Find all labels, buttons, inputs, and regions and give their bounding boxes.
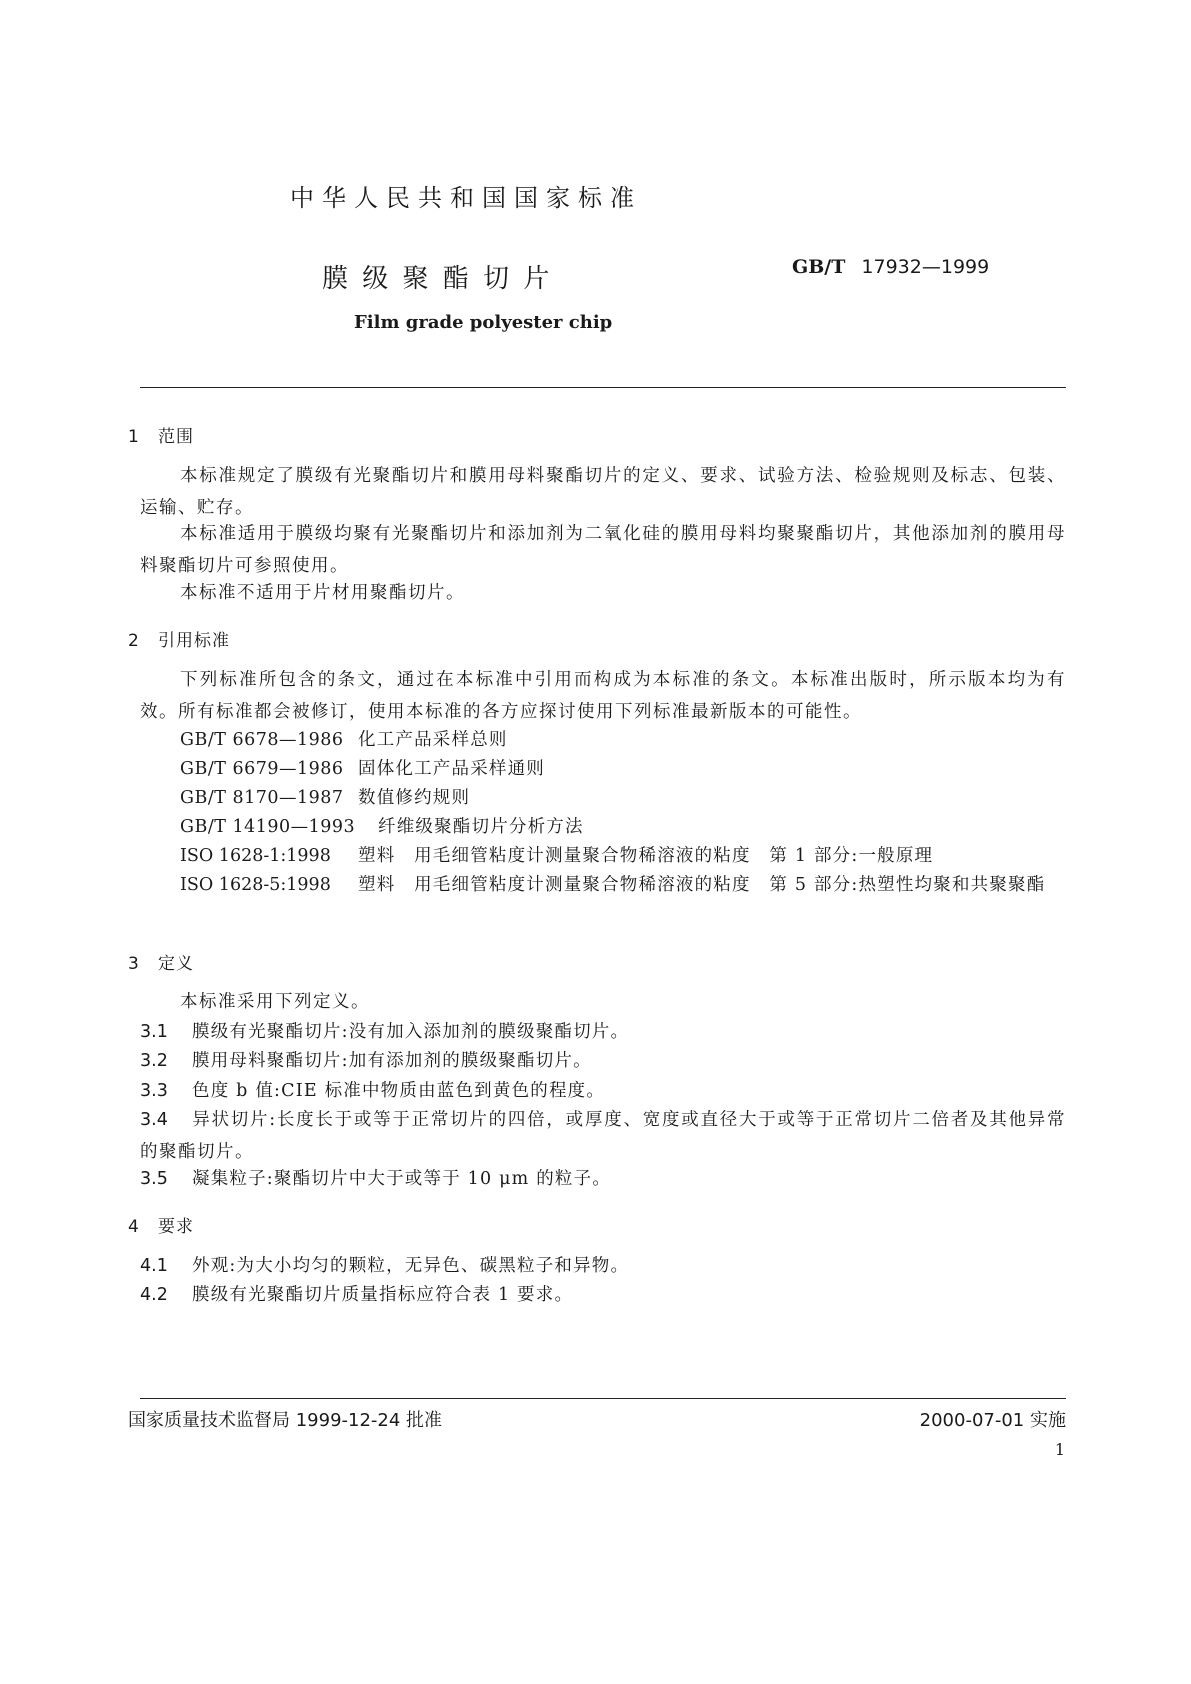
section-2-heading bbox=[128, 626, 230, 651]
footer-rule bbox=[140, 1398, 1066, 1399]
reference-item bbox=[180, 811, 584, 843]
header-rule bbox=[140, 387, 1066, 388]
item-number: 4.1 bbox=[140, 1256, 168, 1276]
item-text: 凝集粒子:聚酯切片中大于或等于 10 μm 的粒子。 bbox=[192, 1169, 612, 1189]
reference-title: 数值修约规则 bbox=[358, 788, 471, 808]
effective-date: 2000-07-01 实施 bbox=[919, 1410, 1066, 1431]
section-number: 3 bbox=[128, 954, 140, 974]
section-number: 4 bbox=[128, 1217, 140, 1237]
reference-code: GB/T 6678—1986 bbox=[180, 730, 344, 750]
definition-item bbox=[140, 1016, 1066, 1048]
approval-line: 国家质量技术监督局 1999-12-24 批准 bbox=[128, 1410, 443, 1431]
section-3-heading bbox=[128, 949, 194, 974]
standard-number-value: 17932—1999 bbox=[861, 256, 990, 278]
item-text: 膜级有光聚酯切片质量指标应符合表 1 要求。 bbox=[192, 1285, 574, 1305]
section-number: 2 bbox=[128, 631, 140, 651]
document-title-cn: 膜 级 聚 酯 切 片 bbox=[322, 264, 553, 294]
definition-item bbox=[140, 1104, 1066, 1168]
reference-title: 固体化工产品采样通则 bbox=[358, 759, 545, 779]
item-text: 异状切片:长度长于或等于正常切片的四倍，或厚度、宽度或直径大于或等于正常切片二倍者及其他异常的聚酯切片。 bbox=[140, 1110, 1066, 1162]
item-number: 4.2 bbox=[140, 1285, 168, 1305]
section-title: 范围 bbox=[158, 427, 194, 447]
requirement-item bbox=[140, 1250, 1066, 1282]
reference-item bbox=[180, 840, 1066, 872]
item-number: 3.1 bbox=[140, 1022, 168, 1042]
item-text: 膜级有光聚酯切片:没有加入添加剂的膜级聚酯切片。 bbox=[192, 1022, 630, 1042]
reference-item bbox=[180, 869, 1066, 901]
reference-title: 化工产品采样总则 bbox=[358, 730, 508, 750]
item-text: 外观:为大小均匀的颗粒，无异色、碳黑粒子和异物。 bbox=[192, 1256, 630, 1276]
reference-item bbox=[180, 724, 508, 756]
item-text: 色度 b 值:CIE 标准中物质由蓝色到黄色的程度。 bbox=[192, 1081, 606, 1101]
requirement-item bbox=[140, 1279, 1066, 1311]
item-number: 3.5 bbox=[140, 1169, 168, 1189]
section-1-paragraph-1: 本标准规定了膜级有光聚酯切片和膜用母料聚酯切片的定义、要求、试验方法、检验规则及标志、包装、运输、贮存。 bbox=[140, 466, 1066, 518]
section-title: 定义 bbox=[158, 954, 194, 974]
reference-title: 纤维级聚酯切片分析方法 bbox=[378, 817, 584, 837]
item-number: 3.3 bbox=[140, 1081, 168, 1101]
standard-number bbox=[792, 256, 989, 278]
section-1-paragraph-2: 本标准适用于膜级均聚有光聚酯切片和添加剂为二氧化硅的膜用母料均聚聚酯切片，其他添加剂的膜用母料聚酯切片可参照使用。 bbox=[140, 524, 1066, 576]
section-number: 1 bbox=[128, 427, 140, 447]
item-number: 3.4 bbox=[140, 1110, 168, 1130]
page-number: 1 bbox=[1054, 1440, 1065, 1459]
section-3-intro: 本标准采用下列定义。 bbox=[180, 992, 370, 1012]
definition-item bbox=[140, 1075, 1066, 1107]
reference-code: GB/T 8170—1987 bbox=[180, 788, 344, 808]
item-text: 膜用母料聚酯切片:加有添加剂的膜级聚酯切片。 bbox=[192, 1051, 592, 1071]
national-standard-title: 中华人民共和国国家标准 bbox=[290, 184, 642, 212]
reference-title: 塑料 用毛细管粘度计测量聚合物稀溶液的粘度 第 5 部分:热塑性均聚和共聚聚酯 bbox=[358, 875, 1046, 895]
reference-code: GB/T 6679—1986 bbox=[180, 759, 344, 779]
reference-item bbox=[180, 782, 470, 814]
section-1-heading bbox=[128, 422, 194, 447]
item-number: 3.2 bbox=[140, 1051, 168, 1071]
section-1-paragraph-3: 本标准不适用于片材用聚酯切片。 bbox=[180, 583, 465, 603]
reference-code: ISO 1628-5:1998 bbox=[180, 875, 331, 895]
section-title: 要求 bbox=[158, 1217, 194, 1237]
reference-code: ISO 1628-1:1998 bbox=[180, 846, 331, 866]
definition-item bbox=[140, 1045, 1066, 1077]
definition-item bbox=[140, 1163, 1066, 1195]
section-2-paragraph-1: 下列标准所包含的条文，通过在本标准中引用而构成为本标准的条文。本标准出版时，所示版本均为有效。所有标准都会被修订，使用本标准的各方应探讨使用下列标准最新版本的可能性。 bbox=[140, 670, 1066, 722]
reference-item bbox=[180, 753, 545, 785]
standard-number-prefix: GB/T bbox=[792, 256, 846, 278]
reference-code: GB/T 14190—1993 bbox=[180, 817, 356, 837]
section-4-heading bbox=[128, 1212, 194, 1237]
reference-title: 塑料 用毛细管粘度计测量聚合物稀溶液的粘度 第 1 部分:一般原理 bbox=[358, 846, 934, 866]
document-title-en: Film grade polyester chip bbox=[354, 312, 613, 333]
section-title: 引用标准 bbox=[158, 631, 230, 651]
